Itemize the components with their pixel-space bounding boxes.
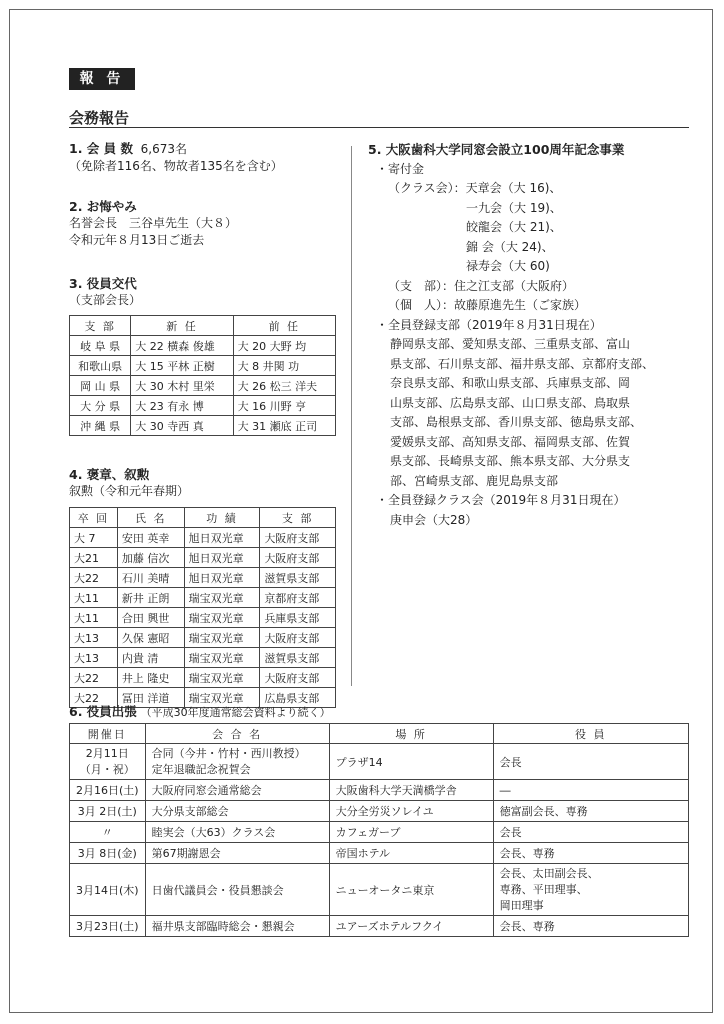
travel-cell: カフェガーブ — [329, 822, 493, 843]
honors-cell: 瑞宝双光章 — [184, 688, 260, 708]
officer-cell: 大 16 川野 亨 — [233, 396, 335, 416]
honors-cell: 旭日双光章 — [184, 568, 260, 588]
branch-line: 奈良県支部、和歌山県支部、兵庫県支部、岡 — [390, 376, 631, 390]
honors-cell: 井上 隆史 — [117, 668, 184, 688]
honors-header: 氏 名 — [117, 508, 184, 528]
travel-cell: 3月 8日(金) — [70, 843, 146, 864]
officer-header: 支 部 — [70, 316, 131, 336]
table-row — [70, 568, 336, 588]
travel-cell: 帝国ホテル — [329, 843, 493, 864]
honors-cell: 瑞宝双光章 — [184, 668, 260, 688]
travel-header: 役 員 — [493, 724, 688, 744]
officer-change-title: 3. 役員交代 — [69, 276, 137, 291]
honors-cell: 久保 憲昭 — [117, 628, 184, 648]
travel-header: 開催日 — [70, 724, 146, 744]
donation-line: 一九会（大 19)、 — [466, 200, 562, 215]
heading-rule — [69, 127, 689, 128]
table-row — [70, 843, 689, 864]
donation-line: 禄寿会（大 60) — [466, 259, 550, 273]
condolence-title: 2. お悔やみ — [69, 199, 137, 214]
table-row — [70, 864, 689, 916]
officer-cell: 大 30 寺西 真 — [131, 416, 233, 436]
honors-header: 卒 回 — [70, 508, 118, 528]
condolence-line2: 令和元年８月13日ご逝去 — [69, 233, 205, 247]
branch-line: 静岡県支部、愛知県支部、三重県支部、富山 — [390, 337, 631, 351]
travel-cell: 会長 — [493, 744, 688, 780]
officer-header: 新 任 — [131, 316, 233, 336]
section-honors — [69, 466, 189, 500]
travel-cell: 会長、専務 — [493, 843, 688, 864]
officer-cell: 大 8 井関 功 — [233, 356, 335, 376]
report-tag: 報 告 — [69, 68, 135, 90]
honors-cell: 大13 — [70, 648, 118, 668]
travel-cell: 会長、専務 — [493, 916, 688, 937]
honors-cell: 瑞宝双光章 — [184, 608, 260, 628]
travel-cell: 大阪府同窓会通常総会 — [145, 780, 329, 801]
travel-cell: プラザ14 — [329, 744, 493, 780]
travel-cell: ニューオータニ東京 — [329, 864, 493, 916]
table-row — [70, 822, 689, 843]
travel-cell: 会長 — [493, 822, 688, 843]
honors-cell: 石川 美晴 — [117, 568, 184, 588]
travel-cell: 睦実会（大63）クラス会 — [145, 822, 329, 843]
honors-sub: 叙勲（令和元年春期） — [69, 484, 190, 498]
travel-cell: 〃 — [70, 822, 146, 843]
travel-cell: 2月16日(土) — [70, 780, 146, 801]
travel-cell: 大分県支部総会 — [145, 801, 329, 822]
honors-cell: 旭日双光章 — [184, 528, 260, 548]
honors-cell: 大阪府支部 — [260, 628, 336, 648]
officer-cell: 大 15 平林 正樹 — [131, 356, 233, 376]
table-row — [70, 744, 689, 780]
travel-cell: 第67期謝恩会 — [145, 843, 329, 864]
honors-header: 功 績 — [184, 508, 260, 528]
branch-line: 県支部、長崎県支部、熊本県支部、大分県支 — [390, 454, 631, 468]
honors-cell: 瑞宝双光章 — [184, 648, 260, 668]
table-row — [70, 916, 689, 937]
officer-cell: 岐 阜 県 — [70, 336, 131, 356]
honors-cell: 滋賀県支部 — [260, 648, 336, 668]
honors-cell: 安田 英幸 — [117, 528, 184, 548]
branch-line: 支部、島根県支部、香川県支部、徳島県支部、 — [390, 415, 643, 429]
honors-cell: 滋賀県支部 — [260, 568, 336, 588]
branch-line: 県支部、石川県支部、福井県支部、京都府支部、 — [390, 356, 655, 371]
condolence-line1: 名誉会長 三谷卓先生（大８） — [69, 216, 238, 230]
honors-cell: 広島県支部 — [260, 688, 336, 708]
honors-cell: 大11 — [70, 588, 118, 608]
table-row — [70, 628, 336, 648]
table-row — [70, 648, 336, 668]
honors-cell: 大22 — [70, 568, 118, 588]
table-row — [70, 548, 336, 568]
donation-line: 錦 会（大 24)、 — [466, 239, 554, 254]
officer-cell: 和歌山県 — [70, 356, 131, 376]
section-centennial — [368, 140, 668, 530]
table-row — [70, 356, 336, 376]
table-row — [70, 396, 336, 416]
honors-cell: 大22 — [70, 688, 118, 708]
branch-line: 愛媛県支部、高知県支部、福岡県支部、佐賀 — [390, 434, 631, 449]
travel-cell: 福井県支部臨時総会・懇親会 — [145, 916, 329, 937]
travel-header: 会 合 名 — [145, 724, 329, 744]
honors-cell: 大22 — [70, 668, 118, 688]
travel-note: （平成30年度通常総会資料より続く） — [140, 706, 331, 719]
travel-cell: 3月 2日(土) — [70, 801, 146, 822]
travel-cell: 大分全労災ソレイユ — [329, 801, 493, 822]
honors-cell: 大11 — [70, 608, 118, 628]
travel-header: 場 所 — [329, 724, 493, 744]
honors-cell: 大阪府支部 — [260, 548, 336, 568]
donation-line: （支 部）：住之江支部（大阪府） — [388, 278, 575, 293]
section-travel — [69, 703, 331, 721]
officer-change-sub: （支部会長） — [69, 293, 142, 307]
members-note: （免除者116名、物故者135名を含む） — [69, 159, 283, 173]
travel-cell: 大阪歯科大学天満橋学舎 — [329, 780, 493, 801]
centennial-title: 5. 大阪歯科大学同窓会設立100周年記念事業 — [368, 142, 625, 157]
officer-cell: 大 20 大野 均 — [233, 336, 335, 356]
donation-line: （個 人）：故藤原進先生（ご家族） — [388, 298, 587, 312]
honors-cell: 大阪府支部 — [260, 668, 336, 688]
branch-registration-label: ・全員登録支部（2019年８月31日現在） — [376, 317, 602, 332]
travel-cell: 合同（今井・竹村・西川教授） 定年退職記念祝賀会 — [145, 744, 329, 780]
officer-cell: 沖 縄 県 — [70, 416, 131, 436]
table-row — [70, 668, 336, 688]
branch-line: 部、宮崎県支部、鹿児島県支部 — [390, 473, 559, 488]
column-divider — [351, 146, 352, 686]
travel-cell: 2月11日 （月・祝） — [70, 744, 146, 780]
travel-cell: 日歯代議員会・役員懇談会 — [145, 864, 329, 916]
table-row — [70, 801, 689, 822]
honors-cell: 瑞宝双光章 — [184, 628, 260, 648]
section-condolence — [69, 198, 237, 249]
honors-title: 4. 褒章、叙勲 — [69, 467, 150, 482]
page-heading: 会務報告 — [69, 109, 130, 127]
branch-line: 山県支部、広島県支部、山口県支部、鳥取県 — [390, 395, 631, 410]
table-row — [70, 416, 336, 436]
honors-cell: 大 7 — [70, 528, 118, 548]
travel-cell: 徳富副会長、専務 — [493, 801, 688, 822]
honors-cell: 加藤 信次 — [117, 548, 184, 568]
honors-cell: 瑞宝双光章 — [184, 588, 260, 608]
honors-cell: 旭日双光章 — [184, 548, 260, 568]
travel-title: 6. 役員出張 — [69, 704, 137, 719]
honors-cell: 冨田 洋道 — [117, 688, 184, 708]
honors-cell: 兵庫県支部 — [260, 608, 336, 628]
table-row — [70, 608, 336, 628]
officer-cell: 大 30 木村 里栄 — [131, 376, 233, 396]
travel-cell: ユアーズホテルフクイ — [329, 916, 493, 937]
members-value: 6,673名 — [140, 142, 188, 156]
table-row — [70, 336, 336, 356]
officer-cell: 大 31 瀬底 正司 — [233, 416, 335, 436]
table-row — [70, 376, 336, 396]
officer-header: 前 任 — [233, 316, 335, 336]
travel-cell: 3月14日(木) — [70, 864, 146, 916]
honors-cell: 内貴 清 — [117, 648, 184, 668]
section-officer-change — [69, 275, 141, 309]
officer-cell: 岡 山 県 — [70, 376, 131, 396]
officer-cell: 大 分 県 — [70, 396, 131, 416]
honors-cell: 京都府支部 — [260, 588, 336, 608]
members-title: 1. 会 員 数 — [69, 141, 134, 156]
class-line: 庚申会（大28） — [390, 512, 478, 527]
honors-header: 支 部 — [260, 508, 336, 528]
section-members — [69, 140, 283, 175]
officer-cell: 大 22 横森 俊雄 — [131, 336, 233, 356]
officer-change-table — [69, 315, 336, 436]
donation-line: 皎龍会（大 21)、 — [466, 220, 562, 234]
honors-cell: 大阪府支部 — [260, 528, 336, 548]
donation-line: （クラス会）：天章会（大 16)、 — [388, 181, 562, 195]
table-row — [70, 528, 336, 548]
honors-cell: 大21 — [70, 548, 118, 568]
travel-cell: 会長、太田副会長、 専務、平田理事、 岡田理事 — [493, 864, 688, 916]
officer-cell: 大 26 松三 洋夫 — [233, 376, 335, 396]
travel-cell: 3月23日(土) — [70, 916, 146, 937]
donation-label: ・寄付金 — [376, 161, 425, 176]
table-row — [70, 780, 689, 801]
officer-cell: 大 23 有永 博 — [131, 396, 233, 416]
class-registration-label: ・全員登録クラス会（2019年８月31日現在） — [376, 493, 626, 507]
honors-cell: 新井 正朗 — [117, 588, 184, 608]
honors-cell: 合田 興世 — [117, 608, 184, 628]
travel-table — [69, 723, 689, 937]
honors-table — [69, 507, 336, 708]
travel-cell: ― — [493, 780, 688, 801]
honors-cell: 大13 — [70, 628, 118, 648]
table-row — [70, 588, 336, 608]
